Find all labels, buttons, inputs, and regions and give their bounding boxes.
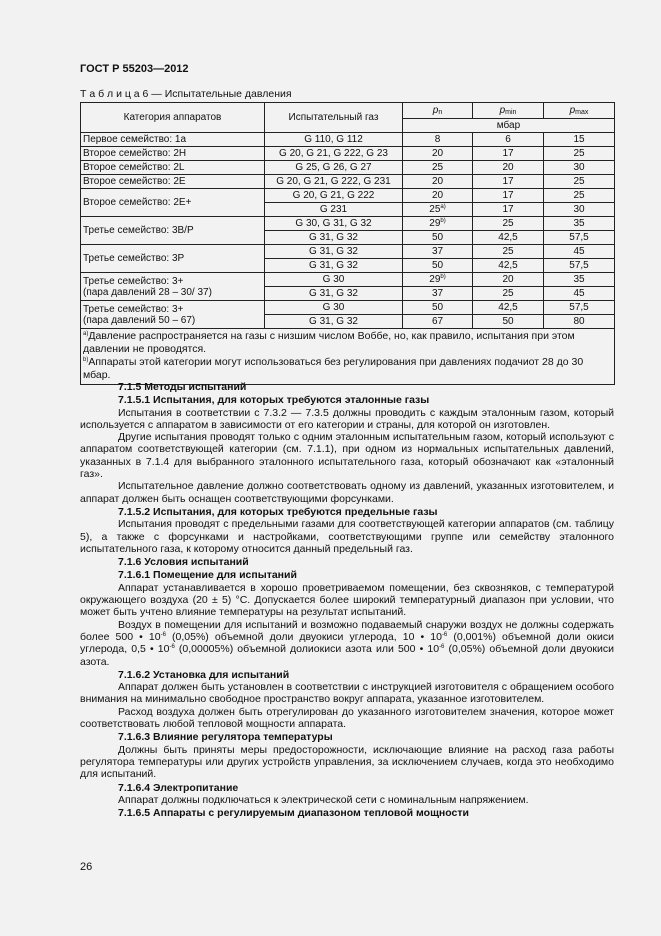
paragraph: Воздух в помещении для испытаний и возможно подаваемый снаружи воздух не должны содержать более 500 • $10^{-6}$ (0,05%) объемной доли двуокиси углерода, 10 • $10^{-6}$ (0,001%) объемной доли окиси углерода, 0,5 • $10^{-6}$ (0,00005%) объемной долиокиси азота или 500 • $10^{-6}$ (0,05%) объемной доли двуокиси азота. xyxy=(80,618,615,668)
gas-cell: G 20, G 21, G 222 xyxy=(265,189,403,203)
pmax-cell: 30 xyxy=(544,203,615,217)
category-cell: Второе семейство: 2H xyxy=(81,147,265,161)
header-unit: мбар xyxy=(403,119,615,133)
pn-cell: 20 xyxy=(403,147,473,161)
gas-cell: G 20, G 21, G 222, G 23 xyxy=(265,147,403,161)
pn-cell: 20 xyxy=(403,189,473,203)
pmin-cell: 17 xyxy=(473,189,544,203)
pmin-cell: 25 xyxy=(473,217,544,231)
footnote-b: $^{b)}$Аппараты этой категории могут использоваться без регулирования при давлениях подачиот 28 до 30 мбар. xyxy=(83,356,584,381)
pmax-cell: 57,5 xyxy=(544,259,615,273)
gas-cell: G 31, G 32 xyxy=(265,245,403,259)
category-cell: Второе семейство: 2E+ xyxy=(81,189,265,217)
table-notes-row xyxy=(81,329,615,385)
pmin-cell: 42,5 xyxy=(473,259,544,273)
pn-cell: 50 xyxy=(403,231,473,245)
category-cell: Третье семейство: 3+ (пара давлений 28 – 30/ 37) xyxy=(81,273,265,301)
gas-cell: G 31, G 32 xyxy=(265,259,403,273)
table-row xyxy=(81,189,615,203)
pn-cell: 37 xyxy=(403,245,473,259)
pmin-cell: 17 xyxy=(473,147,544,161)
pressure-table xyxy=(80,102,615,385)
table-row xyxy=(81,147,615,161)
pmax-cell: 35 xyxy=(544,273,615,287)
pn-cell: 29$^{b)}$ xyxy=(403,217,473,231)
section-heading: 7.1.5.1 Испытания, для которых требуются эталонные газы xyxy=(118,394,430,407)
pmax-cell: 45 xyxy=(544,287,615,301)
pmax-cell: 57,5 xyxy=(544,231,615,245)
table-notes xyxy=(81,329,615,385)
paragraph: Должны быть приняты меры предосторожности, исключающие влияние на расход газа работы регулятора температуры или других устройств управления, за исключением случаев, когда это необходимо для испытаний. xyxy=(80,743,614,781)
pmax-cell: 57,5 xyxy=(544,301,615,315)
pmax-cell: 15 xyxy=(544,133,615,147)
table-row xyxy=(81,175,615,189)
pmax-cell: 80 xyxy=(544,315,615,329)
pressure-table-wrap xyxy=(80,102,614,385)
pn-cell: 20 xyxy=(403,175,473,189)
section-heading: 7.1.6 Условия испытаний xyxy=(118,556,249,569)
gas-cell: G 25, G 26, G 27 xyxy=(265,161,403,175)
section-heading: 7.1.6.1 Помещение для испытаний xyxy=(118,569,297,582)
category-cell: Третье семейство: 3+ (пара давлений 50 – 67) xyxy=(81,301,265,329)
category-cell: Третье семейство: 3P xyxy=(81,245,265,273)
gas-cell: G 20, G 21, G 222, G 231 xyxy=(265,175,403,189)
paragraph: Другие испытания проводят только с одним эталонным испытательным газом, который используют с аппаратом соответствующей категории (см. 7.1.1), при одном из нормальных испытательных давлений, указанных в 7.1.4 для выбранного эталонного испытательного газа, который обозначают как «эталонный газ». xyxy=(80,431,614,481)
paragraph: Испытательное давление должно соответствовать одному из давлений, указанных изготовителем, и аппарат должен быть оснащен соответствующими форсунками. xyxy=(80,480,614,505)
table-caption: Т а б л и ц а 6 — Испытательные давления xyxy=(80,88,292,100)
section-heading: 7.1.5 Методы испытаний xyxy=(118,381,247,393)
paragraph: Расход воздуха должен быть отрегулирован до указанного изготовителем значения, которое может соответствовать любой тепловой мощности аппарата. xyxy=(80,705,614,731)
gas-cell: G 31, G 32 xyxy=(265,231,403,245)
section-heading: 7.1.5.2 Испытания, для которых требуются предельные газы xyxy=(118,505,438,518)
table-row xyxy=(81,301,615,315)
pmax-cell: 30 xyxy=(544,161,615,175)
section-heading: 7.1.6.2 Установка для испытаний xyxy=(118,668,290,681)
gas-cell: G 110, G 112 xyxy=(265,133,403,147)
pn-cell: 50 xyxy=(403,259,473,273)
gas-cell: G 30 xyxy=(265,301,403,315)
section-heading: 7.1.6.4 Электропитание xyxy=(118,781,239,794)
footnote-a: $^{a)}$Давление распространяется на газы с низшим числом Воббе, но, как правило, испытания при этом давлении не проводятся. xyxy=(83,330,575,355)
header-category: Категория аппаратов xyxy=(81,103,265,133)
table-row xyxy=(81,245,615,259)
pmin-cell: 17 xyxy=(473,175,544,189)
gas-cell: G 30, G 31, G 32 xyxy=(265,217,403,231)
gas-cell: G 30 xyxy=(265,273,403,287)
pn-cell: 50 xyxy=(403,301,473,315)
gas-cell: G 31, G 32 xyxy=(265,287,403,301)
pn-cell: 25$^{a)}$ xyxy=(403,203,473,217)
header-pn: $p_n$ xyxy=(403,103,473,119)
pn-cell: 37 xyxy=(403,287,473,301)
table-row xyxy=(81,161,615,175)
table-row xyxy=(81,273,615,287)
pmin-cell: 6 xyxy=(473,133,544,147)
pn-cell: 29$^{b)}$ xyxy=(403,273,473,287)
pmin-cell: 42,5 xyxy=(473,231,544,245)
paragraph: Испытания в соответствии с 7.3.2 — 7.3.5 должны проводить с каждым эталонным газом, который используется с аппаратом в зависимости от его категории и страны, для которой он изготовлен. xyxy=(80,406,614,431)
pn-cell: 8 xyxy=(403,133,473,147)
paragraph: Аппарат должны подключаться к электрической сети с номинальным напряжением. xyxy=(118,793,529,806)
header-gas: Испытательный газ xyxy=(265,103,403,133)
pn-cell: 25 xyxy=(403,161,473,175)
header-pmax: $p_{max}$ xyxy=(544,103,615,119)
pmin-cell: 25 xyxy=(473,245,544,259)
pmin-cell: 17 xyxy=(473,203,544,217)
header-pmin: $p_{min}$ xyxy=(473,103,544,119)
section-heading: 7.1.6.5 Аппараты с регулируемым диапазоном тепловой мощности xyxy=(118,807,469,820)
page-number: 26 xyxy=(80,861,93,873)
category-cell: Второе семейство: 2L xyxy=(81,161,265,175)
category-cell: Второе семейство: 2E xyxy=(81,175,265,189)
pmin-cell: 50 xyxy=(473,315,544,329)
category-cell: Третье семейство: 3B/P xyxy=(81,217,265,245)
paragraph: Аппарат должен быть установлен в соответствии с инструкцией изготовителя с обращением особого внимания на минимально свободное пространство вокруг аппарата, указанное изготовителем. xyxy=(80,681,614,706)
pmin-cell: 20 xyxy=(473,273,544,287)
category-cell: Первое семейство: 1a xyxy=(81,133,265,147)
table-row xyxy=(81,133,615,147)
paragraph: Аппарат устанавливается в хорошо проветриваемом помещении, без сквозняков, с температурой окружающего воздуха (20 ± 5) °С. Допускается более широкий температурный диапазон при условии, что может быть учтено влияние температуры на результат испытаний. xyxy=(80,581,614,619)
standard-header: ГОСТ Р 55203—2012 xyxy=(80,63,189,75)
pmax-cell: 35 xyxy=(544,217,615,231)
pmax-cell: 25 xyxy=(544,147,615,161)
paragraph: Испытания проводят с предельными газами для соответствующей категории аппаратов (см. таблицу 5), а также с форсунками и настройками, соответствующими группе или семейству эталонного испытательного газа, к которому относится данный предельный газ. xyxy=(80,518,614,555)
gas-cell: G 231 xyxy=(265,203,403,217)
pmin-cell: 25 xyxy=(473,287,544,301)
table-row xyxy=(81,217,615,231)
pmin-cell: 42,5 xyxy=(473,301,544,315)
pmax-cell: 25 xyxy=(544,189,615,203)
pmin-cell: 20 xyxy=(473,161,544,175)
pmax-cell: 25 xyxy=(544,175,615,189)
pn-cell: 67 xyxy=(403,315,473,329)
body-text xyxy=(80,380,614,819)
section-heading: 7.1.6.3 Влияние регулятора температуры xyxy=(118,731,333,744)
pmax-cell: 45 xyxy=(544,245,615,259)
gas-cell: G 31, G 32 xyxy=(265,315,403,329)
